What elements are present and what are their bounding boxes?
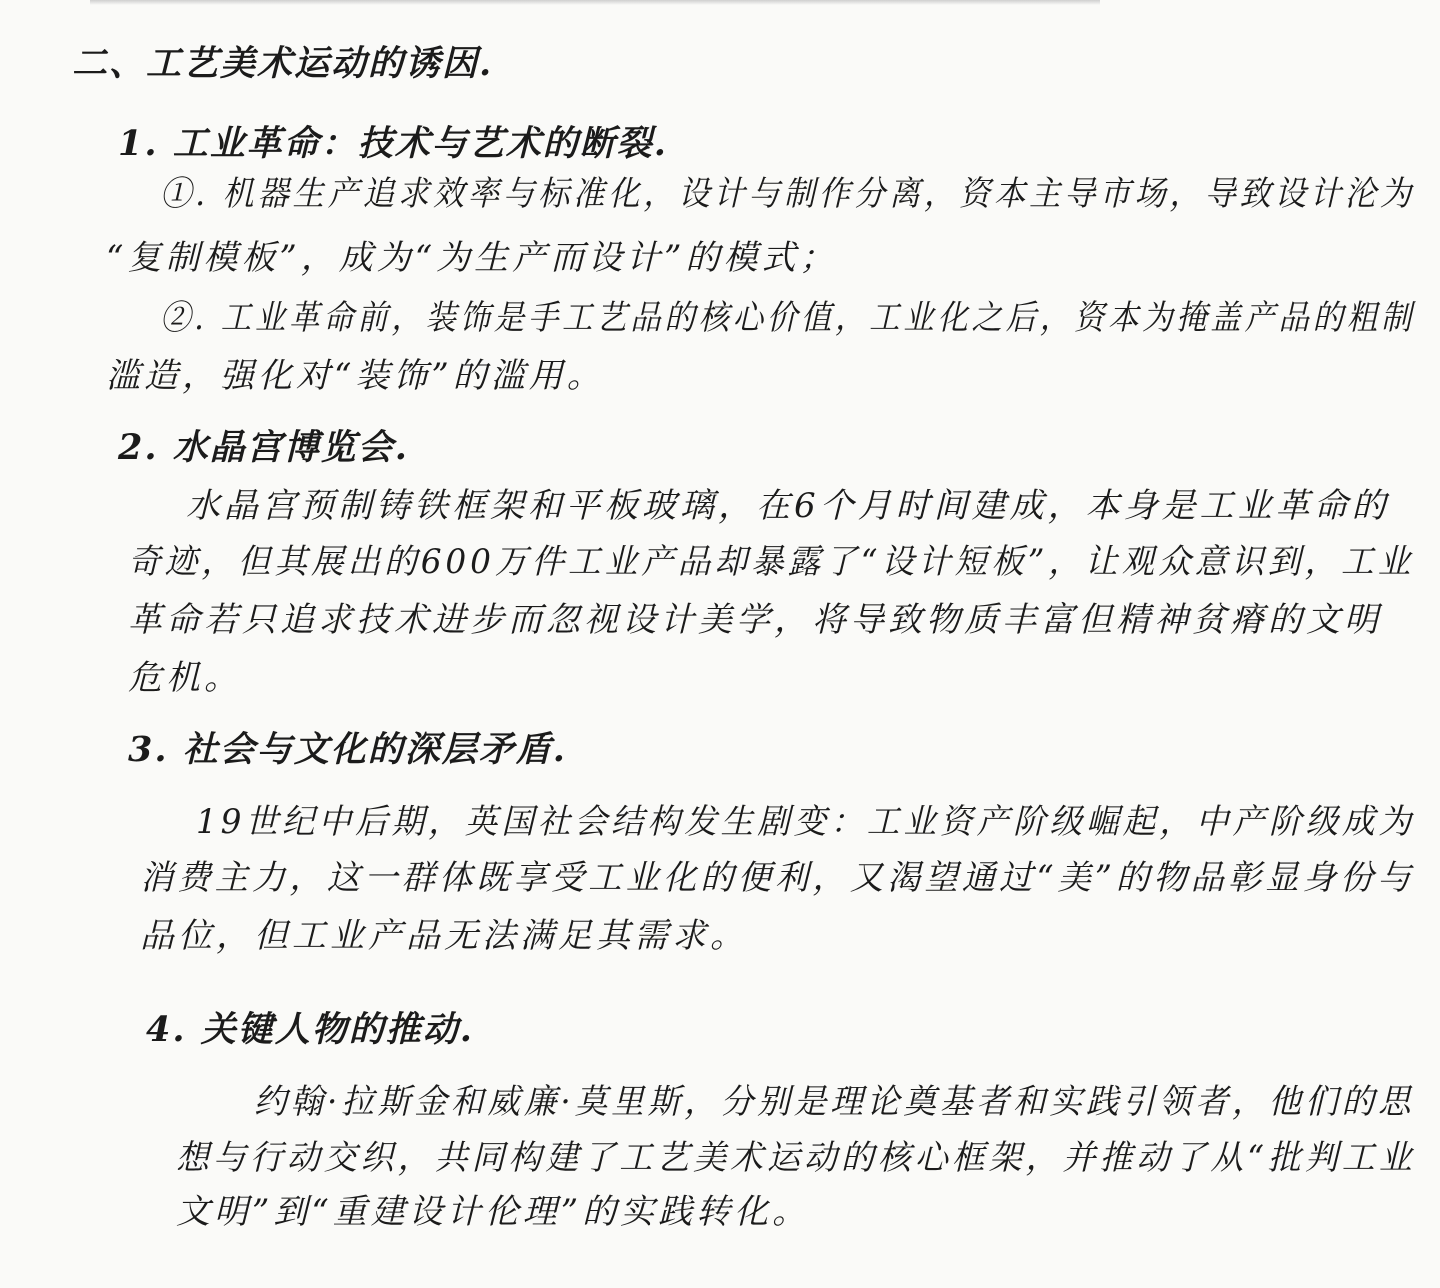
subsection-4-line-2: 想与行动交织，共同构建了工艺美术运动的核心框架，并推动了从“批判工业 bbox=[176, 1138, 1416, 1178]
section-title: 二、工艺美术运动的诱因. bbox=[72, 43, 494, 84]
page-top-edge bbox=[90, 0, 1100, 5]
subsection-3-line-3: 品位，但工业产品无法满足其需求。 bbox=[140, 916, 748, 956]
subsection-1-para-2-line-1: ②. 工业革命前，装饰是手工艺品的核心价值，工业化之后，资本为掩盖产品的粗制 bbox=[160, 298, 1416, 338]
subsection-3-line-2: 消费主力，这一群体既享受工业化的便利，又渴望通过“美”的物品彰显身份与 bbox=[140, 858, 1415, 898]
subsection-4-heading: 4. 关键人物的推动. bbox=[146, 1009, 474, 1050]
subsection-1-para-2-line-2: 滥造，强化对“装饰”的滥用。 bbox=[106, 356, 605, 396]
subsection-1-heading: 1. 工业革命：技术与艺术的断裂. bbox=[118, 123, 668, 164]
subsection-3-line-1: 19世纪中后期，英国社会结构发生剧变：工业资产阶级崛起，中产阶级成为 bbox=[196, 802, 1416, 842]
subsection-2-line-2: 奇迹，但其展出的600万件工业产品却暴露了“设计短板”，让观众意识到，工业 bbox=[128, 542, 1415, 582]
subsection-2-line-4: 危机。 bbox=[128, 658, 242, 698]
subsection-1-para-1-line-2: “复制模板”，成为“为生产而设计”的模式； bbox=[106, 238, 838, 278]
subsection-2-heading: 2. 水晶宫博览会. bbox=[118, 427, 409, 468]
subsection-1-para-1-line-1: ①. 机器生产追求效率与标准化，设计与制作分离，资本主导市场，导致设计沦为 bbox=[160, 174, 1415, 214]
subsection-4-line-1: 约翰·拉斯金和威廉·莫里斯，分别是理论奠基者和实践引领者，他们的思 bbox=[254, 1082, 1415, 1122]
subsection-2-line-3: 革命若只追求技术进步而忽视设计美学，将导致物质丰富但精神贫瘠的文明 bbox=[128, 600, 1382, 640]
subsection-4-line-3: 文明”到“重建设计伦理”的实践转化。 bbox=[176, 1192, 811, 1232]
subsection-2-line-1: 水晶宫预制铸铁框架和平板玻璃，在6个月时间建成，本身是工业革命的 bbox=[186, 486, 1390, 526]
subsection-3-heading: 3. 社会与文化的深层矛盾. bbox=[128, 729, 567, 770]
